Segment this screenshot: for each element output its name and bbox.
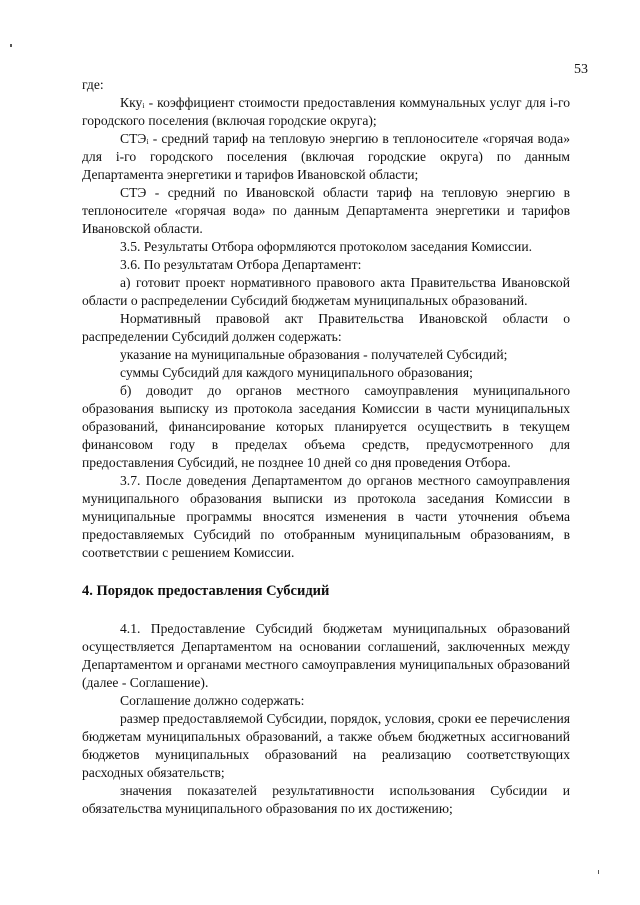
paragraph-subsidy-size: размер предоставляемой Субсидии, порядок, условия, сроки ее перечисления бюджетам муниципальных образований, а также объем бюджетных ассигнований бюджетов муниципальных образований на реализацию соответствующих расходных обязательств; xyxy=(82,711,570,780)
paragraph-kku-definition: Ккуᵢ - коэффициент стоимости предоставления коммунальных услуг для i-го городского поселения (включая городские округа); xyxy=(82,95,570,128)
paragraph-3-6-b: б) доводит до органов местного самоуправления муниципального образования выписку из протокола заседания Комиссии в части муниципальных образований, финансирование которых планируется осуществить в текущем финансовом году в пределах объема средств, предусмотренного для предоставления Субсидий, не позднее 10 дней со дня проведения Отбора. xyxy=(82,383,570,470)
paragraph-agreement-contents: Соглашение должно содержать: xyxy=(120,693,305,708)
paragraph-indicators: значения показателей результативности использования Субсидии и обязательства муниципального образования по их достижению; xyxy=(82,783,570,816)
paragraph-ste-i-definition: СТЭᵢ - средний тариф на тепловую энергию в теплоносителе «горячая вода» для i-го городского поселения (включая городские округа) по данным Департамента энергетики и тарифов Ивановской области; xyxy=(82,131,570,182)
scan-speck xyxy=(10,44,12,47)
paragraph-amounts: суммы Субсидий для каждого муниципального образования; xyxy=(120,365,473,380)
paragraph-ste-definition: СТЭ - средний по Ивановской области тариф на тепловую энергию в теплоносителе «горячая вода» по данным Департамента энергетики и тарифов Ивановской области. xyxy=(82,185,570,236)
scan-speck xyxy=(598,870,599,874)
paragraph-3-5: 3.5. Результаты Отбора оформляются протоколом заседания Комиссии. xyxy=(120,239,533,254)
paragraph-3-6-a: а) готовит проект нормативного правового акта Правительства Ивановской области о распределении Субсидий бюджетам муниципальных образований. xyxy=(82,275,570,308)
paragraph-3-6: 3.6. По результатам Отбора Департамент: xyxy=(120,257,362,272)
paragraph-where: где: xyxy=(82,77,104,92)
page-number: 53 xyxy=(574,62,588,77)
document-body xyxy=(82,76,570,818)
paragraph-3-7: 3.7. После доведения Департаментом до органов местного самоуправления муниципального образования выписки из протокола заседания Комиссии в муниципальные программы вносятся изменения в части уточнения объема предоставляемых Субсидий по отобранным муниципальным образованиям, в соответствии с решением Комиссии. xyxy=(82,473,570,560)
section-heading: 4. Порядок предоставления Субсидий xyxy=(82,583,330,599)
paragraph-legal-act: Нормативный правовой акт Правительства Ивановской области о распределении Субсидий должен содержать: xyxy=(82,311,570,344)
paragraph-recipients: указание на муниципальные образования - получателей Субсидий; xyxy=(120,347,508,362)
paragraph-4-1: 4.1. Предоставление Субсидий бюджетам муниципальных образований осуществляется Департаментом на основании соглашений, заключенных между Департаментом и органами местного самоуправления муниципальных образований (далее - Соглашение). xyxy=(82,621,570,690)
